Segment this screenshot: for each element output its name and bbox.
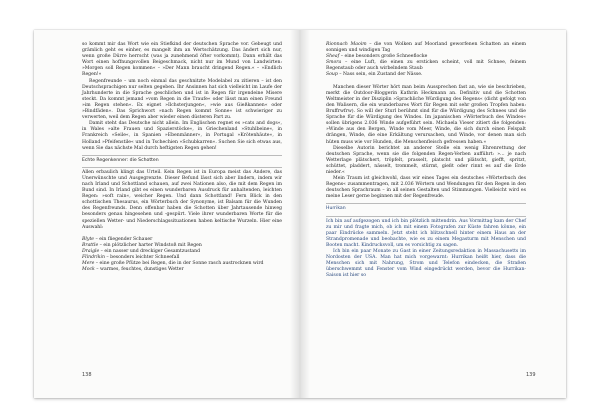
section-heading: Echte Regenkenner: die Schotten (82, 157, 159, 163)
left-page-body (82, 42, 282, 273)
section-divider (82, 155, 282, 156)
glossary-term: Blyte (82, 236, 95, 242)
section-heading: Hurrikan (326, 206, 346, 212)
right-page-body (326, 42, 526, 279)
book-spread (34, 30, 566, 398)
left-page (34, 30, 300, 398)
glossary-definition: – die von Wolken auf Moorland geworfenen Schatten an einem sonnigen und windigen Tag (326, 42, 527, 54)
glossary-term: Draigle (82, 249, 100, 254)
glossary-definition: – eine besonders große Schneeflocke (339, 54, 428, 60)
glossary-definition: – warmes, feuchtes, dunstiges Wetter (94, 267, 184, 273)
glossary-term: Sheaf (326, 54, 340, 60)
section-divider (82, 167, 282, 168)
paragraph: so kommt mir das Wort wie ein Stiefkind der deutschen Sprache vor. Gebeugt und grämlich geht es einher, es mangelt ihm an Wertschätzung. Das ändert sich nur, wenn große Dürre herrscht (was ja zunehmend öfter vorkommt). Dann erhält das Wort einen hoffnungsvollen Beigeschmack, nicht nur im Mund von Landwirten: »Morgen soll Regen kommen« – »Der Mann braucht dringend Regen.« – »Endlich Regen!« (82, 42, 282, 78)
paragraph: Ich bin auf aufgezogen und ich bin plötzlich mittendrin. Aus Vormittag kam der Chef zu mir und fragte mich, ob ich mit einem Fotografen zur Küste fahren könne, ein paar Eindrücke sammeln. Jetzt steht ich blitzschnell hinter einem Haus an der Strandpromenade und beobachte, wie es zu einem Megasturm mit Menschen und Booten macht. Kindrucksvoll, um es vorsichtig zu sagen. (326, 218, 526, 248)
paragraph: Ich bin ein paar Monate zu Gast in einer Zeitungsredaktion in Massachusetts im Nordosten der USA. Man hat mich vorgewarnt: Hurrikan heißt hier, dass die Menschen sich mit Nahrung, Strom und Telefon eindecken, die Straßen überschwemmt und Fenster vom Wind eingedrückt werden, bevor die Hurrikan-Saison ist hier so (326, 249, 526, 279)
section-divider (326, 203, 526, 204)
section-divider (326, 216, 526, 217)
glossary-definition: – ein plötzlicher harter Windstoß mit Regen (98, 242, 202, 248)
paragraph: Regenfreunde – um noch einmal das geschnitzte Modelabel zu zitieren – ist den Deutschsprachigen nur selten gegeben. Ihr Ansinnen hat sich vielleicht im Laufe der Jahrhunderte in die Sprache geschlichen und ist in Regen für irgendeine Misere steckt. Da kommt jemand »vom Regen in die Traufe« oder lässt man einen Freund »im Regen stehen«. Ex eignet »Ilchsterjungen«, »wie aus Gießkannen« oder »Bindfäden«. Das Sprichwort »nach Regen kommt Sonne« ist schwieriger zu verwerten, weil dem Regen aber wieder einen düsteren Part zu. (82, 78, 282, 121)
paragraph: Allen erbaulich klingt das Urteil. Kein Regen ist in Europa meist das Andere, das Unerwünschte und Ausgegrenzte. Dieser Befund lässt sich aber lindern, indem wir nach Irland und Schottland schauen, auf zwei Nationen also, die mit dem Regen im Bund sind. In Irland gibt es einen wunderbaren Ausdruck für anhaltenden, leichten Regen: »soft rain«, weicher Regen. Und dann Schottland! Fern Blick in den schottischen Thesaurus, ein Wörterbuch der Synonyme, ist Balsam für die Wunden des Regenfreunds. Denn offenbar haben die Schotten über Jahrtausende hinweg besonders genau hingesehen und -gespürt. Viele ihrer wunderbaren Worte für die speziellen Wetter- und Niederschlagssituationen haben keltische Wurzeln. Hier eine Auswahl: (82, 169, 282, 230)
glossary-term: Mere (82, 261, 95, 267)
glossary-definition: – eine große Pfütze bei Regen, die in der Sonne rasch austrocknen wird (94, 261, 264, 267)
glossary-term: Soup (326, 72, 338, 78)
glossary-definition: – besonders leichter Schneefall (104, 255, 180, 261)
page-number: 138 (82, 372, 92, 378)
glossary-definition: – eine Luft, die einen zu ersticken scheint, voll mit Schnee, feinem Regenstaub oder auch wirbelndem Staub (326, 60, 526, 72)
glossary-definition: – ein fliegender Schauer (94, 236, 153, 242)
glossary-definition: – ein nasser und dreckiger Gesamtzustand (99, 249, 201, 254)
glossary-entry (82, 267, 282, 273)
glossary-entry (326, 60, 526, 72)
paragraph: Manchen dieser Wörter hört man beim Aussprechen fast an, wie sie beschrieben, merkt die Outdoor-Bloggerin Kathrin Heckmann an. Definitiv und die Schotten Weltmeister in der Disziplin »Sprachliche Würdigung des Regens« (dicht gefolgt von den Walisern, die ein wunderbares Wort für Regen mit sehr großen Tropfen haben: Bruffrwfrw). So will der Sturl berühmt sind für die Würdigung des Schnees und die Sprache für die Würdigung des Windes. Im japanischen »Wörterbuch des Windes« sollen übrigens 2.036 Winde aufgeführt sein. Michaela Vieser zitiert die folgenden: »Winde aus den Bergen, Winde vom Meer, Winde, die sich durch einen Felspalt drängen, Winde, die eine Erkältung verursachen, und Winde, vor denen man sich hüten muss wie vor Hunden, die Menschenfleisch gefressen haben.« (326, 84, 526, 145)
paragraph: Dieselbe Autorin berichtet an anderer Stelle ein wenig Ehrenrettung der deutschen Sprache, wenn sie die folgenden Regen-Verben aufführt: »… je nach Wetterlage plätschert, tröpfelt, prasselt, platscht und plätscht, giefft, spritzt, schüttet, pladdert, nässelt, trommelt, stürmt, gießt oder rinnt es auf die Erde nieder.« (326, 145, 526, 175)
paragraph: Damit steht das Deutsche nicht allein. Im Englischen regnet es »cats and dogs«, in Wales »alte Frauen und Spazierstöcke«, in Griechenland »Stuhlbeine«, in Frankreich »Seile«, in Spanien »Ebenmänner«, in Portugal »Krötenhäute«, in Holland »Pfeifenstile« und in Tschechien »Schubkarren«. Suchen Sie sich etwas aus, wenn Sie das nächste Mal durch heftigsten Regen gehen! (82, 121, 282, 151)
glossary-term: Flindrikin (82, 255, 105, 261)
glossary-term: Smora (326, 60, 342, 66)
glossary-definition: – Nass sein, ein Zustand der Nässe. (337, 72, 423, 78)
paragraph: Mein Traum ist gleichwohl, dass wir eines Tages ein deutsches »Wörterbuch des Regens« zusammentragen, mit 2.036 Wörtern und Wendungen für den Regen in den deutschen Sprachraum – in all seinen Gestalten und Stimmungen. Vielleicht wird es meine Leser gerne beginnen mit der Regenfreude. (326, 176, 526, 200)
glossary-term: Brattle (82, 242, 99, 248)
page-number: 139 (526, 372, 536, 378)
glossary-term: Rionnach Maoim (326, 42, 367, 47)
glossary-entry (326, 42, 526, 54)
right-page (300, 30, 566, 398)
glossary-term: Mock (82, 267, 95, 273)
